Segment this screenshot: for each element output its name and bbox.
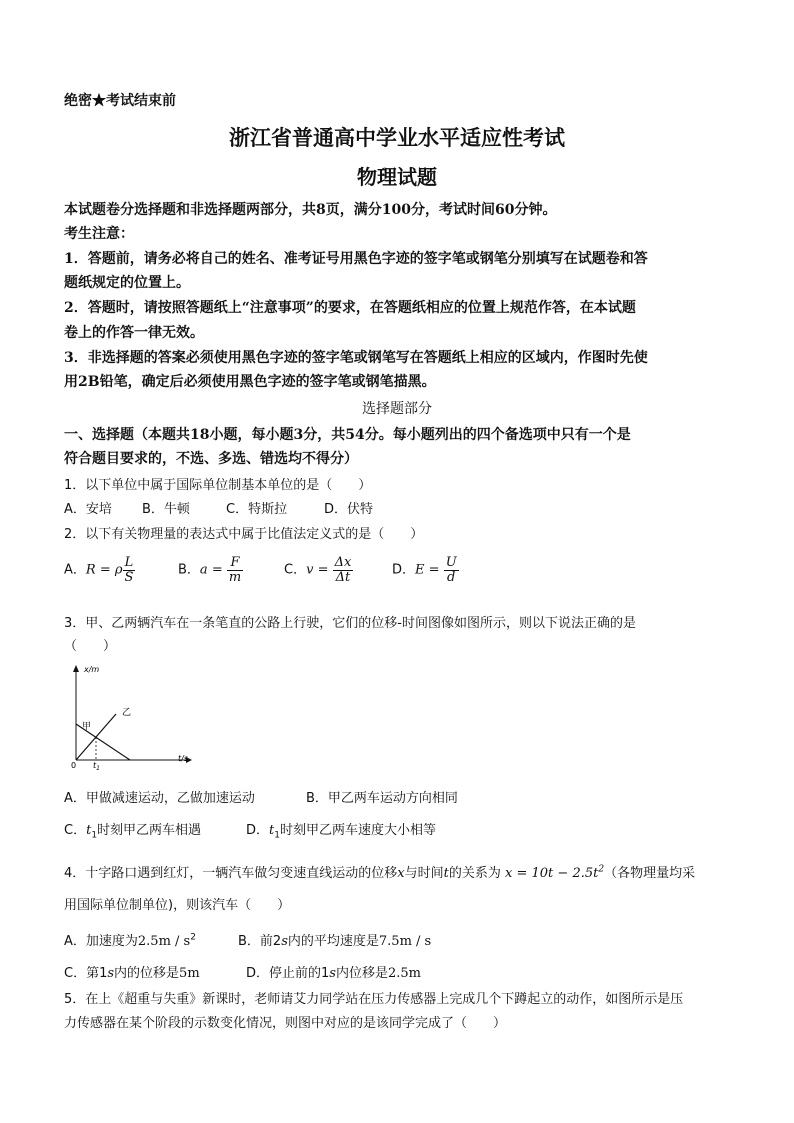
- q4-c-unit: s: [107, 966, 115, 981]
- q4-var-t: t: [443, 866, 449, 881]
- q2-d-lhs: E: [415, 562, 425, 578]
- q4-stem-b: 与时间: [404, 866, 444, 881]
- q2-c-eq: =: [313, 562, 333, 578]
- q3-c-label: C．: [64, 823, 87, 838]
- q4-option-c: [64, 962, 246, 981]
- q4-var-x: x: [397, 866, 405, 881]
- q4-options-row-2: [64, 962, 421, 981]
- q3-options-row-2: [64, 819, 436, 841]
- q4-c-value: 5m: [179, 966, 200, 981]
- q3-d-label: D．: [246, 823, 270, 838]
- q4-b-mid: 内的平均速度是: [287, 934, 379, 949]
- q2-b-lhs: a: [199, 562, 208, 578]
- q2-a-eq: = ρ: [95, 562, 123, 578]
- q3-c-sub: 1: [91, 830, 98, 841]
- graph-y-label: x/m: [84, 665, 100, 674]
- q2-c-fraction: [333, 556, 354, 584]
- q3-stem-line-1: 3．甲、乙两辆汽车在一条笔直的公路上行驶，它们的位移-时间图像如图所示，则以下说法正确的是: [64, 616, 636, 631]
- note-1-line-2: 题纸规定的位置上。: [64, 275, 190, 291]
- q5-stem-line-1: 5．在上《超重与失重》新课时，老师请艾力同学站在压力传感器上完成几个下蹲起立的动作，如图所示是压: [64, 992, 684, 1007]
- q2-b-label: B．: [178, 562, 200, 578]
- q4-formula-text: x = 10t − 2.5t: [505, 866, 599, 881]
- q2-b-numerator: F: [227, 556, 243, 571]
- exam-title: 浙江省普通高中学业水平适应性考试: [229, 125, 565, 150]
- graph-x-label: t/s: [178, 754, 188, 763]
- q4-b-text: B．前2: [238, 934, 282, 949]
- q4-stem-a: 4．十字路口遇到红灯，一辆汽车做匀变速直线运动的位移: [64, 866, 398, 881]
- q3-stem-line-2: （ ）: [64, 639, 117, 654]
- q3-d-sub: 1: [274, 830, 280, 841]
- q3-c-t: t: [86, 823, 92, 838]
- q4-d-unit: s: [329, 966, 336, 981]
- q4-stem-line-2: 用国际单位制单位)，则该汽车（ ）: [64, 898, 291, 913]
- q2-a-fraction: [123, 556, 136, 584]
- graph-t1-t: t: [93, 761, 97, 770]
- q2-d-eq: =: [424, 562, 444, 578]
- notes-heading: 考生注意：: [64, 226, 134, 242]
- part1-line-1: 一、选择题（本题共18小题，每小题3分，共54分。每小题列出的四个备选项中只有一个是: [64, 427, 631, 443]
- q4-stem-d: （各物理量均采: [604, 866, 696, 881]
- q4-options-row-1: [64, 930, 431, 949]
- note-1-line-1: 1．答题前，请务必将自己的姓名、准考证号用黑色字迹的签字笔或钢笔分别填写在试题卷和答: [64, 251, 648, 267]
- q3-d-text: 时刻甲乙两车速度大小相等: [279, 823, 436, 838]
- q3-options-row-1: [64, 787, 458, 806]
- q4-a-text: A．加速度为: [64, 934, 138, 949]
- intro-text: 本试题卷分选择题和非选择题两部分，共8页，满分100分，考试时间60分钟。: [64, 202, 557, 218]
- q5-stem-line-2: 力传感器在某个阶段的示数变化情况，则图中对应的是该同学完成了（ ）: [64, 1016, 507, 1031]
- q4-stem-line-1: [64, 862, 695, 881]
- q1-option-a: A．安培: [64, 502, 112, 517]
- note-3-line-2: 用2B铅笔，确定后必须使用黑色字迹的签字笔或钢笔描黑。: [64, 374, 436, 390]
- q4-formula-sup: 2: [598, 864, 605, 875]
- q4-d-text: D．停止前的1: [246, 966, 330, 981]
- graph-t1-sub: 1: [96, 765, 100, 772]
- q2-c-label: C．: [284, 562, 307, 578]
- q4-d-mid: 内位移是: [335, 966, 388, 981]
- q2-c-denominator: Δt: [335, 569, 351, 585]
- q2-option-a: [64, 556, 178, 584]
- q1-option-b: B．牛顿: [142, 502, 190, 517]
- q1-option-d: D．伏特: [324, 502, 374, 517]
- q2-option-d: [392, 556, 459, 584]
- q2-d-denominator: d: [447, 569, 456, 585]
- q4-d-value: 2.5m: [387, 966, 421, 981]
- q4-formula: [505, 866, 604, 881]
- q2-a-denominator: S: [124, 569, 134, 585]
- q1-option-c: C．特斯拉: [226, 502, 288, 517]
- graph-y-arrow: [73, 665, 79, 672]
- q2-stem: 2．以下有关物理量的表达式中属于比值法定义式的是（ ）: [64, 527, 424, 542]
- q2-a-label: A．: [64, 562, 86, 578]
- q4-option-d: [246, 962, 421, 981]
- q2-option-c: [284, 556, 392, 584]
- q4-a-sup: 2: [190, 932, 196, 943]
- q4-option-a: [64, 930, 238, 949]
- q3-option-b: B．甲乙两车运动方向相同: [306, 791, 458, 806]
- q2-c-numerator: Δx: [334, 555, 352, 570]
- note-3-line-1: 3．非选择题的答案必须使用黑色字迹的签字笔或钢笔写在答题纸上相应的区域内，作图时先使: [64, 350, 648, 366]
- q2-b-denominator: m: [228, 569, 242, 585]
- q4-option-b: [238, 930, 431, 949]
- q2-a-lhs: R: [85, 562, 96, 578]
- q3-d-t: t: [269, 823, 275, 838]
- section-title: 选择题部分: [362, 401, 432, 417]
- note-2-line-1: 2．答题时，请按照答题纸上“注意事项”的要求，在答题纸相应的位置上规范作答，在本试题: [64, 300, 636, 316]
- part1-line-2: 符合题目要求的，不选、多选、错选均不得分）: [64, 451, 358, 467]
- q1-stem: 1．以下单位中属于国际单位制基本单位的是（ ）: [64, 478, 372, 493]
- q2-d-numerator: U: [445, 555, 457, 570]
- q3-position-time-graph: [62, 660, 202, 772]
- q4-c-text: C．第1: [64, 966, 108, 981]
- secret-label: 绝密★考试结束前: [64, 93, 176, 109]
- q4-stem-c: 的关系为: [448, 866, 501, 881]
- q4-b-value: 7.5m / s: [378, 934, 432, 949]
- graph-origin-label: 0: [71, 761, 77, 770]
- q2-b-eq: =: [207, 562, 227, 578]
- q2-a-numerator: L: [123, 556, 136, 571]
- note-2-line-2: 卷上的作答一律无效。: [64, 325, 204, 341]
- graph-label-yi: 乙: [122, 708, 132, 718]
- q3-option-a: A．甲做减速运动，乙做加速运动: [64, 791, 255, 806]
- q2-option-b: [178, 556, 284, 584]
- graph-t1-label: [93, 761, 100, 772]
- q2-b-fraction: [227, 556, 243, 584]
- q4-c-mid: 内的位移是: [114, 966, 180, 981]
- q3-option-d: [246, 819, 436, 841]
- q1-options: [64, 498, 373, 517]
- q4-a-value: 2.5m / s: [137, 934, 191, 949]
- q4-b-unit: s: [281, 934, 288, 949]
- q2-d-fraction: [444, 556, 459, 584]
- q2-options: [64, 556, 459, 584]
- q2-c-lhs: v: [306, 562, 314, 578]
- exam-subject: 物理试题: [357, 165, 437, 189]
- q3-c-text: 时刻甲乙两车相遇: [97, 823, 202, 838]
- q2-d-label: D．: [392, 562, 416, 578]
- q3-option-c: [64, 819, 246, 841]
- graph-label-jia: 甲: [82, 722, 92, 732]
